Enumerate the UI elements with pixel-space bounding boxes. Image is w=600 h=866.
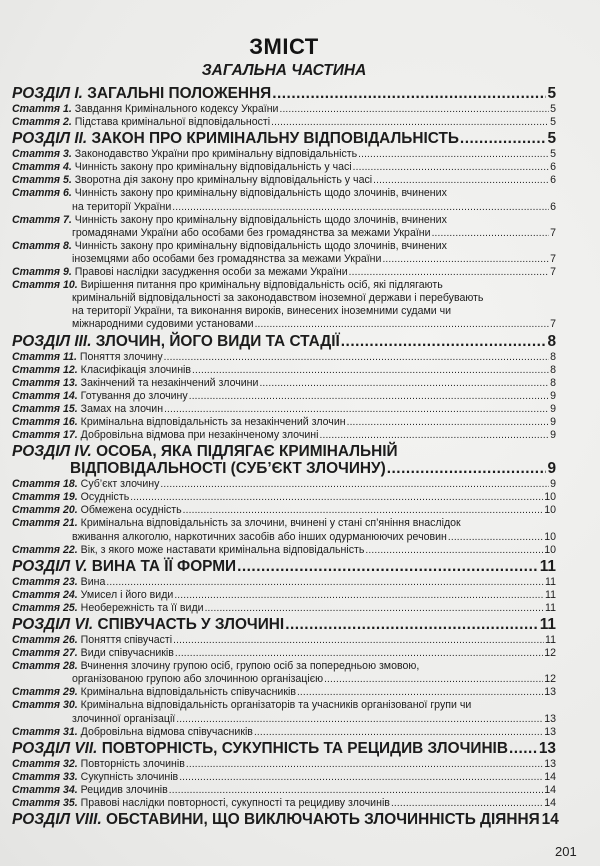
section-page: 14 (541, 811, 559, 829)
article-entry[interactable] (12, 544, 556, 557)
leader-dots (373, 174, 549, 187)
article-text (12, 364, 191, 377)
article-label: Стаття 6. (12, 187, 72, 200)
article-label: Стаття 18. (12, 478, 78, 491)
article-entry[interactable] (12, 351, 556, 364)
leader-dots (460, 130, 547, 147)
article-label: Стаття 14. (12, 389, 78, 402)
leader-dots (432, 227, 550, 240)
leader-dots (347, 416, 550, 429)
article-title: Повторність злочинів (80, 757, 185, 770)
section-page: 11 (539, 557, 556, 575)
article-title: Правові наслідки засудження особи за межами України (74, 266, 348, 279)
article-page: 11 (545, 575, 556, 588)
leader-dots (297, 686, 543, 699)
section-label: РОЗДІЛ I. (12, 85, 83, 102)
section-title: ОСОБА, ЯКА ПІДЛЯГАЄ КРИМІНАЛЬНІЙ (96, 443, 398, 461)
leader-dots (358, 148, 549, 161)
article-page: 12 (544, 647, 556, 660)
section-text (12, 616, 284, 633)
section-heading[interactable] (12, 333, 556, 350)
article-title: Чинність закону про кримінальну відповідальність у часі (74, 161, 352, 174)
article-label: Стаття 7. (12, 213, 72, 226)
article-entry[interactable] (12, 116, 556, 129)
article-entry[interactable] (12, 602, 556, 615)
article-entry[interactable] (12, 478, 556, 491)
article-title: Вчинення злочину групою осіб, групою осіб за попередньою змовою, (80, 660, 420, 673)
article-title: Чинність закону про кримінальну відповідальність щодо злочинів, вчинених (74, 213, 447, 226)
leader-dots (272, 85, 546, 102)
leader-dots (164, 403, 549, 416)
leader-dots (324, 673, 543, 686)
leader-dots (186, 758, 543, 771)
article-entry-cont[interactable] (12, 201, 556, 214)
section-label: РОЗДІЛ VI. (12, 616, 94, 633)
article-title: Замах на злочин (80, 402, 164, 415)
article-entry[interactable] (12, 240, 556, 253)
leader-dots (176, 713, 543, 726)
article-entry-cont[interactable] (12, 253, 556, 266)
article-text (72, 201, 171, 214)
article-page: 10 (544, 543, 556, 556)
leader-dots (349, 266, 549, 279)
article-entry-cont[interactable] (12, 318, 556, 331)
leader-dots (319, 429, 549, 442)
article-entry-cont[interactable] (12, 531, 556, 544)
article-page: 14 (544, 770, 556, 783)
section-text (12, 740, 508, 757)
article-title: Суб’єкт злочину (80, 478, 160, 491)
article-text (12, 351, 163, 364)
article-entry[interactable] (12, 161, 556, 174)
article-page: 7 (550, 266, 556, 279)
article-entry[interactable] (12, 726, 556, 739)
article-text (12, 504, 182, 517)
article-title: Зворотна дія закону про кримінальну відповідальність у часі (74, 174, 373, 187)
article-title: Готування до злочину (80, 389, 188, 402)
section-label: РОЗДІЛ II. (12, 130, 88, 148)
article-title: Законодавство України про кримінальну відповідальність (74, 148, 358, 161)
leader-dots (391, 797, 543, 810)
article-text (12, 429, 318, 442)
section-text (12, 333, 340, 350)
article-entry[interactable] (12, 377, 556, 390)
article-title: організованою групою або злочинною організацією (72, 673, 324, 686)
section-title: СПІВУЧАСТЬ У ЗЛОЧИНІ (97, 616, 285, 633)
article-text (12, 602, 204, 615)
article-page: 5 (550, 116, 556, 129)
leader-dots (387, 460, 547, 477)
article-text (12, 103, 278, 116)
leader-dots (382, 253, 549, 266)
article-entry[interactable] (12, 576, 556, 589)
page-title: ЗМІСТ (249, 34, 319, 59)
article-title: Завдання Кримінального кодексу України (74, 103, 279, 115)
article-title: Рецидив злочинів (80, 783, 168, 796)
article-text (12, 576, 105, 589)
article-label: Стаття 5. (12, 174, 72, 187)
article-page: 9 (550, 389, 556, 402)
article-label: Стаття 3. (12, 148, 72, 161)
section-label: РОЗДІЛ VII. (12, 739, 98, 757)
article-entry[interactable] (12, 187, 556, 200)
article-entry[interactable] (12, 589, 556, 602)
article-page: 11 (545, 601, 556, 614)
article-title: Чинність закону про кримінальну відповідальність щодо злочинів, вчинених (74, 187, 447, 200)
article-label: Стаття 35. (12, 797, 78, 810)
article-page: 9 (550, 402, 556, 415)
article-page: 10 (544, 530, 556, 543)
article-page: 11 (545, 634, 556, 646)
article-page: 6 (550, 200, 556, 213)
article-title: Підстава кримінальної відповідальності (74, 116, 271, 129)
section-title: ЗАКОН ПРО КРИМІНАЛЬНУ ВІДПОВІДАЛЬНІСТЬ (91, 130, 459, 148)
article-title: Чинність закону про кримінальну відповідальність щодо злочинів, вчинених (74, 239, 447, 252)
article-label: Стаття 30. (12, 699, 78, 712)
article-title: на території України (72, 200, 172, 213)
article-title: Обмежена осудність (80, 504, 182, 517)
article-title: Вік, з якого може наставати кримінальна відповідальність (80, 543, 365, 556)
leader-dots (365, 544, 543, 557)
article-page: 9 (550, 429, 556, 442)
leader-dots (172, 201, 549, 214)
leader-dots (192, 364, 549, 377)
article-entry[interactable] (12, 647, 556, 660)
article-entry[interactable] (12, 266, 556, 279)
article-entry[interactable] (12, 491, 556, 504)
section-page: 5 (547, 130, 556, 148)
article-title-cont: на території України, та виконання вироків, винесених іноземними судами чи (72, 305, 452, 318)
article-title: Добровільна відмова при незакінченому злочині (80, 429, 319, 442)
article-page: 11 (545, 588, 556, 601)
article-label: Стаття 9. (12, 266, 72, 279)
article-title: Правові наслідки повторності, сукупності та рецидиву злочинів (80, 797, 390, 810)
article-label: Стаття 25. (12, 601, 78, 614)
section-title: ВИНА ТА ЇЇ ФОРМИ (91, 557, 237, 575)
section-label: РОЗДІЛ IV. (12, 443, 92, 461)
leader-dots (106, 576, 544, 589)
leader-dots (271, 116, 549, 129)
article-page: 12 (544, 673, 556, 686)
article-entry[interactable] (12, 390, 556, 403)
article-entry[interactable] (12, 797, 556, 810)
article-title: іноземцями або особами без громадянства за межами України (72, 252, 382, 265)
article-text (12, 758, 185, 771)
table-of-contents (12, 84, 559, 829)
article-text (72, 227, 431, 240)
section-label: РОЗДІЛ III. (12, 332, 92, 350)
article-text (12, 771, 178, 784)
article-label: Стаття 26. (12, 634, 78, 646)
article-text (12, 726, 253, 739)
leader-dots (175, 647, 543, 660)
section-text (12, 811, 540, 828)
article-entry[interactable] (12, 214, 556, 227)
section-heading[interactable] (12, 616, 556, 633)
article-text (12, 174, 372, 187)
section-heading[interactable] (12, 811, 559, 829)
article-text (12, 544, 364, 557)
leader-dots (285, 616, 539, 633)
leader-dots (160, 478, 549, 491)
article-label: Стаття 24. (12, 588, 78, 601)
section-title: ЗЛОЧИН, ЙОГО ВИДИ ТА СТАДІЇ (95, 332, 340, 350)
article-page: 9 (550, 478, 556, 491)
article-entry[interactable] (12, 364, 556, 377)
leader-dots (448, 531, 543, 544)
article-entry[interactable] (12, 174, 556, 187)
article-entry[interactable] (12, 517, 556, 530)
section-heading[interactable] (12, 740, 556, 757)
article-entry-cont[interactable] (12, 227, 556, 240)
article-title: Закінчений та незакінчений злочини (80, 376, 259, 389)
article-title: Кримінальна відповідальність організаторів та учасників організованої групи чи (80, 699, 472, 712)
article-entry[interactable] (12, 416, 556, 429)
section-heading-cont[interactable] (12, 460, 556, 477)
leader-dots (130, 491, 543, 504)
article-label: Стаття 33. (12, 770, 78, 783)
article-label: Стаття 8. (12, 239, 72, 252)
article-entry-cont[interactable] (12, 673, 556, 686)
article-entry[interactable] (12, 699, 556, 712)
article-entry[interactable] (12, 429, 556, 442)
section-title: ОБСТАВИНИ, ЩО ВИКЛЮЧАЮТЬ ЗЛОЧИННІСТЬ ДІЯННЯ (106, 811, 540, 829)
article-text (12, 491, 129, 504)
section-title-cont: ВІДПОВІДАЛЬНОСТІ (СУБ’ЄКТ ЗЛОЧИНУ) (70, 460, 386, 478)
article-page: 5 (550, 103, 556, 115)
article-title: Вина (80, 575, 106, 588)
article-title: міжнародними судовими установами (72, 318, 254, 331)
article-page: 13 (544, 686, 556, 699)
article-label: Стаття 11. (12, 350, 77, 363)
leader-dots (353, 161, 549, 174)
article-label: Стаття 15. (12, 402, 78, 415)
section-page: 9 (547, 460, 556, 478)
article-page: 7 (550, 318, 556, 331)
leader-dots (183, 504, 544, 517)
section-label: РОЗДІЛ VIII. (12, 811, 102, 829)
article-page: 14 (544, 783, 556, 796)
section-text (12, 558, 236, 575)
article-title: Кримінальна відповідальність за незакінчений злочин (80, 415, 346, 428)
article-entry[interactable] (12, 686, 556, 699)
article-text (72, 673, 323, 686)
page-number: 201 (555, 844, 577, 859)
section-text (12, 130, 459, 147)
article-page: 8 (550, 350, 556, 363)
leader-dots (237, 558, 539, 575)
article-label: Стаття 20. (12, 504, 78, 517)
article-label: Стаття 16. (12, 415, 78, 428)
article-text (12, 416, 346, 429)
article-page: 8 (550, 376, 556, 389)
article-text (12, 148, 357, 161)
article-text (72, 318, 254, 331)
article-label: Стаття 19. (12, 491, 78, 504)
article-page: 10 (544, 504, 556, 517)
leader-dots (174, 589, 544, 602)
article-text (12, 634, 172, 647)
article-page: 7 (550, 226, 556, 239)
leader-dots (255, 318, 550, 331)
leader-dots (169, 784, 543, 797)
article-title: Добровільна відмова співучасників (80, 725, 253, 738)
article-text (72, 253, 381, 266)
section-heading[interactable] (12, 85, 556, 102)
article-title: злочинної організації (72, 712, 176, 725)
article-label: Стаття 31. (12, 725, 78, 738)
article-label: Стаття 29. (12, 686, 78, 699)
article-page: 6 (550, 161, 556, 174)
article-entry[interactable] (12, 634, 556, 647)
article-label: Стаття 10. (12, 279, 78, 292)
article-entry-cont[interactable] (12, 305, 556, 318)
article-label: Стаття 17. (12, 429, 78, 442)
leader-dots (254, 726, 543, 739)
article-text (12, 390, 188, 403)
section-title: ПОВТОРНІСТЬ, СУКУПНІСТЬ ТА РЕЦИДИВ ЗЛОЧИНІВ (101, 739, 508, 757)
article-entry[interactable] (12, 660, 556, 673)
article-text (12, 589, 173, 602)
article-title: Сукупність злочинів (80, 770, 179, 783)
article-entry[interactable] (12, 279, 556, 292)
article-title: Осудність (80, 491, 130, 504)
section-heading[interactable] (12, 130, 556, 147)
section-label: РОЗДІЛ V. (12, 557, 88, 575)
part-subtitle: ЗАГАЛЬНА ЧАСТИНА (201, 62, 367, 79)
article-page: 7 (550, 252, 556, 265)
article-title: громадянами України або особами без громадянства за межами України (72, 226, 431, 239)
leader-dots (341, 333, 547, 350)
article-page: 9 (550, 415, 556, 428)
section-heading[interactable] (12, 443, 556, 460)
article-label: Стаття 2. (12, 116, 72, 129)
article-text (72, 713, 175, 726)
article-title: Кримінальна відповідальність співучасників (80, 686, 296, 699)
article-text (12, 377, 258, 390)
article-title: Кримінальна відповідальність за злочини, вчинені у стані сп’яніння внаслідок (80, 517, 461, 530)
article-page: 6 (550, 174, 556, 187)
article-page: 13 (544, 725, 556, 738)
article-text (12, 647, 174, 660)
article-title: Класифікація злочинів (80, 363, 192, 376)
article-page: 14 (544, 797, 556, 810)
article-entry-cont[interactable] (12, 713, 556, 726)
article-entry[interactable] (12, 103, 556, 116)
article-text (12, 686, 296, 699)
article-entry[interactable] (12, 148, 556, 161)
article-label: Стаття 1. (12, 103, 72, 115)
article-label: Стаття 34. (12, 783, 78, 796)
article-title: Поняття співучасті (80, 634, 173, 646)
article-page: 10 (544, 491, 556, 504)
leader-dots (164, 351, 549, 364)
article-label: Стаття 12. (12, 363, 78, 376)
article-text (72, 531, 447, 544)
article-text (12, 266, 348, 279)
section-page: 8 (547, 332, 556, 350)
section-text (12, 85, 271, 102)
section-heading[interactable] (12, 558, 556, 575)
article-page: 13 (544, 757, 556, 770)
article-page: 8 (550, 363, 556, 376)
article-entry-cont[interactable] (12, 292, 556, 305)
article-text (12, 161, 352, 174)
leader-dots (259, 377, 549, 390)
article-label: Стаття 28. (12, 660, 78, 673)
article-entry[interactable] (12, 758, 556, 771)
article-entry[interactable] (12, 403, 556, 416)
article-text (12, 478, 159, 491)
article-label: Стаття 21. (12, 517, 78, 530)
article-page: 13 (544, 712, 556, 725)
leader-dots (173, 634, 544, 647)
article-entry[interactable] (12, 784, 556, 797)
leader-dots (179, 771, 543, 784)
article-label: Стаття 13. (12, 376, 78, 389)
article-label: Стаття 23. (12, 575, 78, 588)
leader-dots (189, 390, 549, 403)
section-page: 5 (547, 85, 556, 102)
article-entry[interactable] (12, 771, 556, 784)
article-text (12, 403, 163, 416)
article-text (12, 797, 390, 810)
article-title: Необережність та її види (80, 601, 204, 614)
article-title: Види співучасників (80, 647, 174, 660)
article-page: 5 (550, 148, 556, 161)
leader-dots (279, 103, 549, 116)
article-title: вживання алкоголю, наркотичних засобів або інших одурманюючих речовин (72, 530, 447, 543)
article-label: Стаття 4. (12, 161, 72, 174)
leader-dots (205, 602, 544, 615)
article-entry[interactable] (12, 504, 556, 517)
section-page: 13 (538, 739, 556, 757)
article-title: Вирішення питання про кримінальну відповідальність осіб, які підлягають (80, 279, 443, 292)
article-text (12, 784, 168, 797)
article-text (12, 116, 270, 129)
article-title-cont: кримінальній відповідальності за законодавством іноземної держави і перебувають (72, 292, 484, 305)
leader-dots (509, 740, 538, 757)
section-page: 11 (539, 616, 556, 633)
article-label: Стаття 27. (12, 647, 78, 660)
article-title: Поняття злочину (79, 350, 163, 363)
section-title: ЗАГАЛЬНІ ПОЛОЖЕННЯ (87, 85, 272, 102)
article-label: Стаття 22. (12, 543, 78, 556)
article-title: Умисел і його види (80, 588, 174, 601)
article-label: Стаття 32. (12, 757, 78, 770)
